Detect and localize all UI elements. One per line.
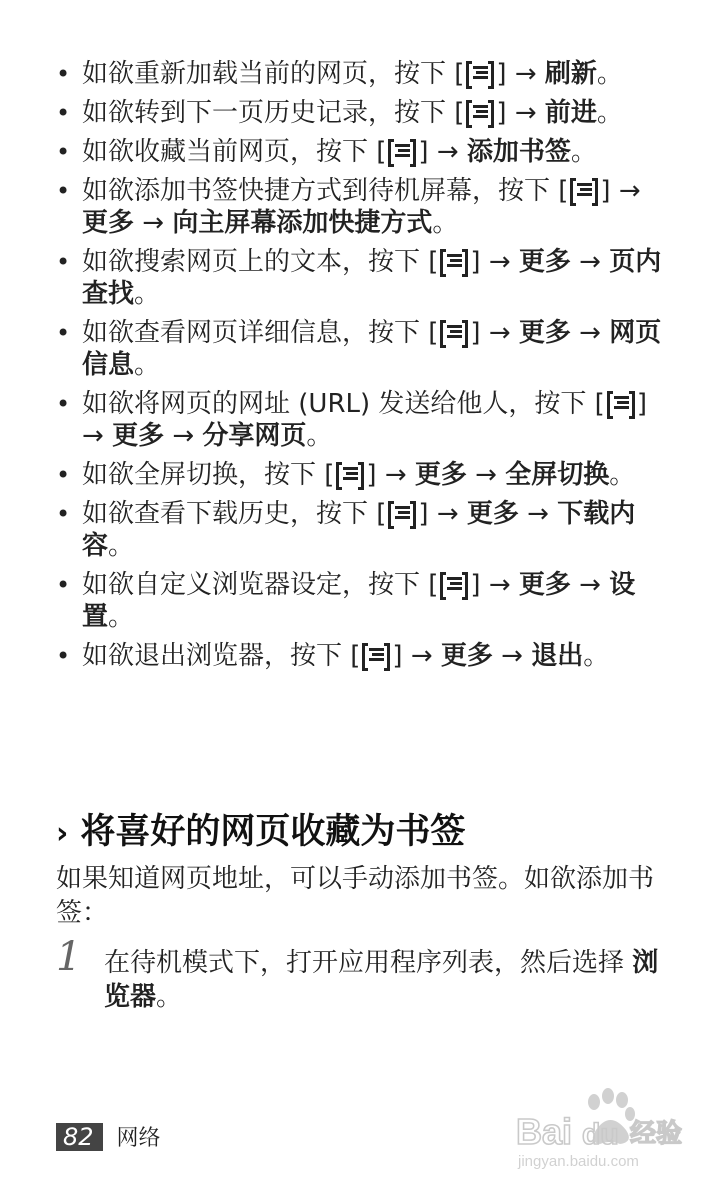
- tip-text: ] →: [496, 59, 545, 89]
- tip-text: 。: [306, 421, 333, 451]
- tip-item: [56, 246, 666, 310]
- tip-text: 。: [596, 98, 623, 128]
- menu-path-term: 设置: [82, 570, 636, 632]
- menu-key-icon: [335, 461, 365, 487]
- tip-text: 。: [583, 641, 610, 671]
- menu-path-term: 全屏切换: [505, 460, 610, 490]
- watermark-brand: Bai: [516, 1111, 573, 1152]
- tip-text: ] →: [600, 176, 641, 206]
- tip-text: ] →: [418, 137, 467, 167]
- page-number: 82: [56, 1123, 103, 1151]
- tip-text: 如欲退出浏览器，按下 [: [82, 641, 361, 671]
- tip-text: 。: [108, 602, 135, 632]
- tip-item: [56, 459, 666, 491]
- menu-key-icon: [439, 248, 469, 274]
- tip-text: 如欲将网页的网址 (URL) 发送给他人，按下 [: [82, 389, 605, 419]
- step-1: [56, 934, 666, 1014]
- tip-item: [56, 640, 666, 672]
- menu-path-term: 网页信息: [82, 318, 662, 380]
- tip-text: ] →: [392, 641, 441, 671]
- tip-text: →: [466, 460, 506, 490]
- menu-key-icon: [439, 319, 469, 345]
- tip-text: ] →: [470, 247, 519, 277]
- tip-text: 如欲搜索网页上的文本，按下 [: [82, 247, 439, 277]
- tip-text: →: [570, 247, 610, 277]
- tip-item: [56, 58, 666, 90]
- tip-text: 。: [596, 59, 623, 89]
- step-number: 1: [56, 934, 82, 980]
- menu-key-icon: [439, 571, 469, 597]
- tip-text: 。: [609, 460, 636, 490]
- menu-path-term: 添加书签: [466, 137, 571, 167]
- tip-text: →: [570, 570, 610, 600]
- tip-text: 如欲收藏当前网页，按下 [: [82, 137, 387, 167]
- watermark-url: jingyan.baidu.com: [518, 1153, 639, 1170]
- menu-key-icon: [387, 138, 417, 164]
- tip-item: [56, 317, 666, 381]
- tip-text: 如欲查看网页详细信息，按下 [: [82, 318, 439, 348]
- tip-text: 如欲查看下载历史，按下 [: [82, 499, 387, 529]
- menu-key-icon: [606, 390, 636, 416]
- tip-text: →: [518, 499, 558, 529]
- tip-item: [56, 569, 666, 633]
- menu-key-icon: [465, 99, 495, 125]
- menu-path-term: 更多: [466, 499, 519, 529]
- tip-text: 。: [134, 279, 161, 309]
- tip-text: ] →: [470, 570, 519, 600]
- browser-tips-list: [56, 58, 666, 679]
- tip-text: 如欲重新加载当前的网页，按下 [: [82, 59, 465, 89]
- tip-text: →: [134, 208, 173, 238]
- menu-path-term: 更多: [518, 318, 571, 348]
- baidu-watermark: [512, 1080, 692, 1175]
- tip-text: ] →: [366, 460, 415, 490]
- menu-path-term: 向主屏幕添加快捷方式: [172, 208, 433, 238]
- tip-text: 。: [432, 208, 459, 238]
- tip-item: [56, 498, 666, 562]
- section-title-text: 将喜好的网页收藏为书签: [80, 812, 466, 852]
- watermark-brand-cn: 经验: [630, 1119, 683, 1149]
- menu-key-icon: [387, 500, 417, 526]
- tip-text: ] →: [496, 98, 545, 128]
- tip-text: ] →: [418, 499, 467, 529]
- tip-text: ] →: [82, 389, 647, 451]
- menu-key-icon: [465, 60, 495, 86]
- menu-path-term: 更多: [414, 460, 467, 490]
- menu-path-term: 页内查找: [82, 247, 662, 309]
- section-chevron-icon: ›: [56, 816, 69, 851]
- menu-path-term: 更多: [518, 247, 571, 277]
- step-text: 在待机模式下，打开应用程序列表，然后选择 浏览器。: [104, 948, 659, 1012]
- tip-text: ] →: [470, 318, 519, 348]
- menu-path-term: 更多: [518, 570, 571, 600]
- menu-key-icon: [569, 177, 599, 203]
- tip-text: 如欲转到下一页历史记录，按下 [: [82, 98, 465, 128]
- menu-path-term: 分享网页: [202, 421, 307, 451]
- tip-text: 如欲添加书签快捷方式到待机屏幕，按下 [: [82, 176, 569, 206]
- watermark-brand-2: du: [582, 1118, 619, 1151]
- tip-item: [56, 136, 666, 168]
- menu-path-term: 更多: [440, 641, 493, 671]
- tip-item: [56, 175, 666, 239]
- tip-text: →: [164, 421, 203, 451]
- tip-item: [56, 97, 666, 129]
- tip-text: 如欲自定义浏览器设定，按下 [: [82, 570, 439, 600]
- menu-path-term: 下载内容: [82, 499, 636, 561]
- menu-path-term: 前进: [544, 98, 597, 128]
- menu-path-term: 更多: [82, 208, 135, 238]
- step-bold-term: 浏览器: [104, 948, 659, 1012]
- tip-text: 。: [570, 137, 597, 167]
- menu-path-term: 刷新: [544, 59, 597, 89]
- tip-text: 如欲全屏切换，按下 [: [82, 460, 335, 490]
- tip-text: →: [492, 641, 532, 671]
- section-heading: [56, 808, 676, 858]
- section-intro: 如果知道网页地址，可以手动添加书签。如欲添加书签：: [56, 864, 655, 928]
- page-footer: [56, 1121, 161, 1149]
- tip-text: 。: [134, 350, 161, 380]
- menu-path-term: 退出: [531, 641, 584, 671]
- menu-path-term: 更多: [112, 421, 165, 451]
- tip-text: 。: [108, 531, 135, 561]
- tip-text: →: [570, 318, 610, 348]
- tip-item: [56, 388, 666, 452]
- menu-key-icon: [361, 642, 391, 668]
- chapter-name: 网络: [116, 1126, 161, 1151]
